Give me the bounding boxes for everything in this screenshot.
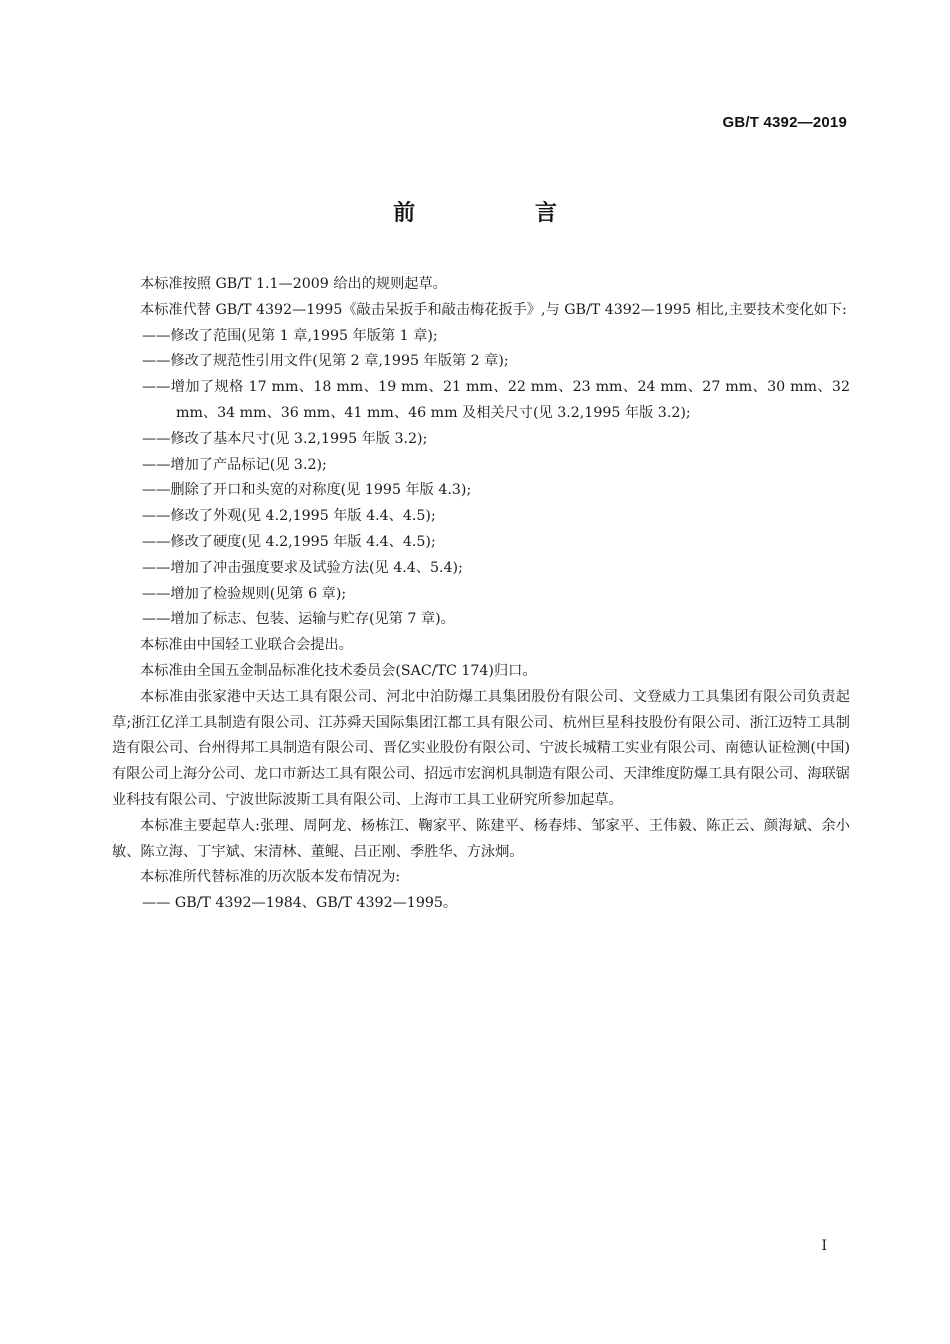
previous-editions-item: —— GB/T 4392—1984、GB/T 4392—1995。 xyxy=(142,895,458,912)
change-item: ——修改了规范性引用文件(见第 2 章,1995 年版第 2 章); xyxy=(142,353,509,370)
paragraph-proposed-by: 本标准由中国轻工业联合会提出。 xyxy=(140,637,353,654)
change-item: ——删除了开口和头宽的对称度(见 1995 年版 4.3); xyxy=(142,482,472,499)
paragraph-replaces: 本标准代替 GB/T 4392—1995《敲击呆扳手和敲击梅花扳手》,与 GB/T 4392—1995 相比,主要技术变化如下: xyxy=(140,301,847,318)
change-item: ——增加了标志、包装、运输与贮存(见第 7 章)。 xyxy=(142,611,455,628)
change-item: ——增加了检验规则(见第 6 章); xyxy=(142,585,347,602)
change-item: ——修改了范围(见第 1 章,1995 年版第 1 章); xyxy=(142,327,438,344)
change-item: ——修改了外观(见 4.2,1995 年版 4.4、4.5); xyxy=(142,508,436,525)
change-item: ——增加了规格 17 mm、18 mm、19 mm、21 mm、22 mm、23 mm、24 mm、27 mm、30 mm、32 mm、34 mm、36 mm、41 mm、46 mm 及相关尺寸(见 3.2,1995 年版 3.2); xyxy=(142,379,850,421)
page-number: I xyxy=(821,1238,827,1254)
change-item: ——增加了产品标记(见 3.2); xyxy=(142,456,327,473)
paragraph-drafting-rules: 本标准按照 GB/T 1.1—2009 给出的规则起草。 xyxy=(140,276,447,292)
foreword-body xyxy=(112,272,850,917)
standard-number: GB/T 4392—2019 xyxy=(722,114,847,131)
paragraph-previous-editions: 本标准所代替标准的历次版本发布情况为: xyxy=(140,869,401,886)
change-item: ——修改了基本尺寸(见 3.2,1995 年版 3.2); xyxy=(142,430,428,447)
paragraph-main-drafters: 本标准主要起草人:张理、周阿龙、杨栋江、鞠家平、陈建平、杨春炜、邹家平、王伟毅、陈正云、颜海斌、余小敏、陈立海、丁宇斌、宋清林、董鲲、吕正刚、季胜华、方泳炯。 xyxy=(112,817,850,860)
page-title: 前 言 xyxy=(393,201,613,226)
change-item: ——修改了硬度(见 4.2,1995 年版 4.4、4.5); xyxy=(142,533,436,550)
paragraph-administered-by: 本标准由全国五金制品标准化技术委员会(SAC/TC 174)归口。 xyxy=(140,662,537,679)
change-item: ——增加了冲击强度要求及试验方法(见 4.4、5.4); xyxy=(142,559,463,576)
paragraph-drafting-units: 本标准由张家港中天达工具有限公司、河北中泊防爆工具集团股份有限公司、文登威力工具集团有限公司负责起草;浙江亿洋工具制造有限公司、江苏舜天国际集团江都工具有限公司、杭州巨星科技股份有限公司、浙江迈特工具制造有限公司、台州得邦工具制造有限公司、晋亿实业股份有限公司、宁波长城精工实业有限公司、南德认证检测(中国)有限公司上海分公司、龙口市新达工具有限公司、招远市宏润机具制造有限公司、天津维度防爆工具有限公司、海联锯业科技有限公司、宁波世际波斯工具有限公司、上海市工具工业研究所参加起草。 xyxy=(112,688,850,808)
